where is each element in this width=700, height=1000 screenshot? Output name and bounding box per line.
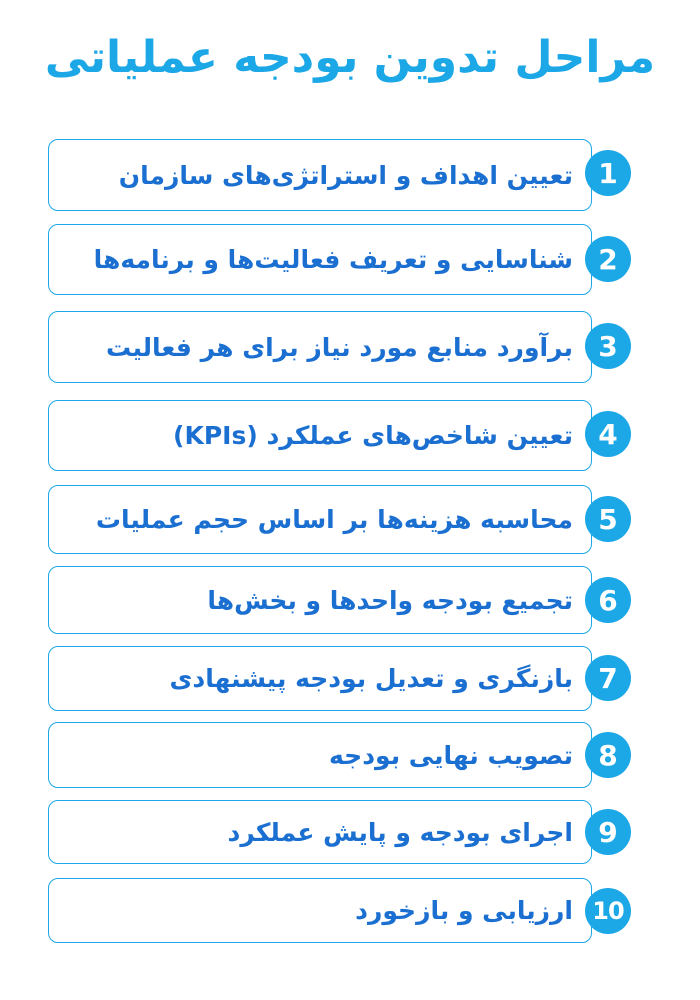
- step-box-1: [48, 139, 592, 211]
- step-box-5: [48, 485, 592, 554]
- step-label-1: تعیین اهداف و استراتژی‌های سازمان: [118, 160, 573, 190]
- step-label-4: تعیین شاخص‌های عملکرد (KPIs): [173, 421, 573, 450]
- step-number-2: 2: [585, 236, 631, 282]
- step-label-10: ارزیابی و بازخورد: [355, 896, 573, 925]
- step-label-2: شناسایی و تعریف فعالیت‌ها و برنامه‌ها: [93, 245, 573, 274]
- step-number-8: 8: [585, 732, 631, 778]
- step-label-8: تصویب نهایی بودجه: [329, 740, 573, 770]
- step-label-3: برآورد منابع مورد نیاز برای هر فعالیت: [105, 332, 573, 362]
- step-box-9: [48, 800, 592, 864]
- step-box-6: [48, 566, 592, 634]
- step-number-7: 7: [585, 655, 631, 701]
- step-number-1: 1: [585, 150, 631, 196]
- step-label-9: اجرای بودجه و پایش عملکرد: [227, 817, 573, 847]
- step-number-4: 4: [585, 411, 631, 457]
- step-number-5: 5: [585, 496, 631, 542]
- step-number-9: 9: [585, 809, 631, 855]
- step-box-10: [48, 878, 592, 943]
- step-number-3: 3: [585, 323, 631, 369]
- step-number-10: 10: [585, 888, 631, 934]
- step-box-7: [48, 646, 592, 711]
- step-box-2: [48, 224, 592, 295]
- step-label-5: محاسبه هزینه‌ها بر اساس حجم عملیات: [95, 505, 573, 534]
- step-number-6: 6: [585, 577, 631, 623]
- step-label-7: بازنگری و تعدیل بودجه پیشنهادی: [169, 664, 573, 693]
- step-box-8: [48, 722, 592, 788]
- step-label-6: تجمیع بودجه واحدها و بخش‌ها: [207, 585, 573, 615]
- step-box-3: [48, 311, 592, 383]
- step-box-4: [48, 400, 592, 471]
- diagram-title: مراحل تدوین بودجه عملیاتی: [44, 32, 656, 83]
